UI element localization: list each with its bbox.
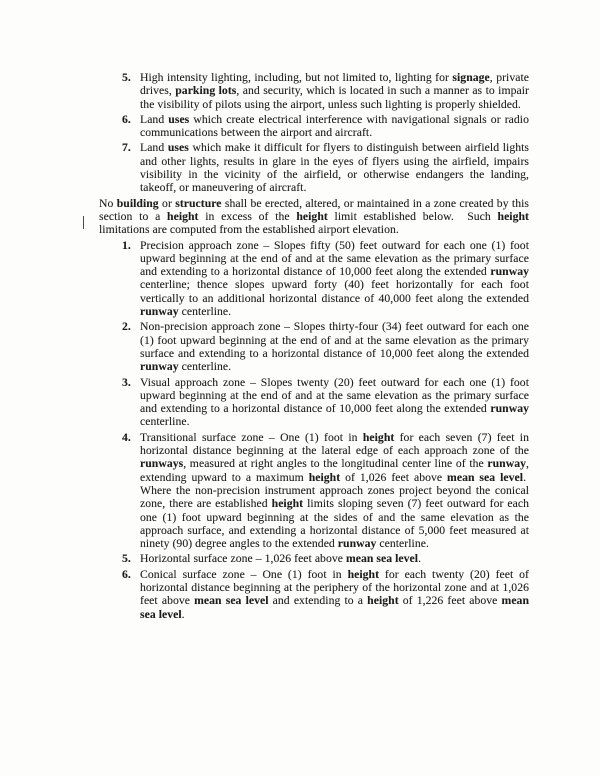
list-item-text: Precision approach zone – Slopes fifty (50) feet outward for each one (1) foot upward beginning at the end of and at the same elevation as the primary surface and extending to a horizontal distance of 10,000 feet along the extended runway centerline; thence slopes upward forty (40) feet horizontally for each foot vertically to an additional horizontal distance of 40,000 feet along the extended runway centerline. (140, 238, 529, 319)
list-item (99, 113, 529, 140)
list-item-text: Non-precision approach zone – Slopes thirty-four (34) feet outward for each one (1) foot upward beginning at the end of and at the same elevation as the primary surface and extending to a horizontal distance of 10,000 feet along the extended runway centerline. (140, 320, 529, 374)
list-item-text: Transitional surface zone – One (1) foot in height for each seven (7) feet in horizontal distance beginning at the lateral edge of each approach zone of the runways, measured at right angles to the longitudinal center line of the runway, extending upward to a maximum height of 1,026 feet above mean sea level. Where the non-precision instrument approach zones project beyond the conical zone, there are established height limits sloping seven (7) feet outward for each one (1) foot upward beginning at the sides of and the same elevation as the approach surface, and extending a horizontal distance of 5,000 feet measured at ninety (90) degree angles to the extended runway centerline. (140, 430, 530, 551)
list-item-number: 1. (122, 238, 131, 252)
list-item-text: Land uses which create electrical interference with navigational signals or radio communications between the airport and aircraft. (140, 112, 529, 140)
list-item (99, 239, 529, 319)
list-item (99, 71, 529, 111)
list-item-number: 5. (122, 71, 131, 84)
list-item (99, 141, 529, 194)
revision-marker (83, 216, 84, 229)
height-zones-list (99, 239, 529, 621)
list-item (99, 376, 529, 429)
list-item (99, 568, 529, 621)
list-item-text: Visual approach zone – Slopes twenty (20) feet outward for each one (1) foot upward beginning at the end of and at the same elevation as the primary surface and extending to a horizontal distance of 10,000 feet along the extended runway centerline. (140, 375, 529, 429)
list-item-number: 5. (122, 552, 131, 566)
list-item-number: 4. (122, 430, 131, 444)
list-item (99, 552, 529, 565)
list-item-text: Land uses which make it difficult for flyers to distinguish between airfield lights and other lights, results in glare in the eyes of flyers using the airfield, impairs visibility in the vicinity of the airfield, or otherwise endangers the landing, takeoff, or maneuvering of aircraft. (140, 141, 529, 195)
height-limit-paragraph: No building or structure shall be erected, altered, or maintained in a zone created by this section to a height in excess of the height limit established below. Such height limitations are computed from the established airport elevation. (99, 196, 530, 237)
list-item-number: 6. (122, 567, 131, 581)
list-item (99, 320, 529, 373)
list-item-number: 6. (122, 112, 131, 126)
list-item (99, 431, 529, 551)
list-item-number: 2. (122, 320, 131, 334)
document-body (99, 71, 529, 623)
list-item-text: Conical surface zone – One (1) foot in height for each twenty (20) feet of horizontal distance beginning at the periphery of the horizontal zone and at 1,026 feet above mean sea level and extending to a height of 1,226 feet above mean sea level. (140, 567, 530, 621)
list-item-number: 7. (122, 141, 131, 155)
list-item-number: 3. (122, 375, 131, 389)
lighting-restrictions-list (99, 71, 529, 195)
list-item-text: High intensity lighting, including, but not limited to, lighting for signage, private drives, parking lots, and security, which is located in such a manner as to impair the visibility of pilots using the airport, unless such lighting is properly shielded. (140, 71, 529, 111)
list-item-text: Horizontal surface zone – 1,026 feet above mean sea level. (140, 552, 422, 566)
